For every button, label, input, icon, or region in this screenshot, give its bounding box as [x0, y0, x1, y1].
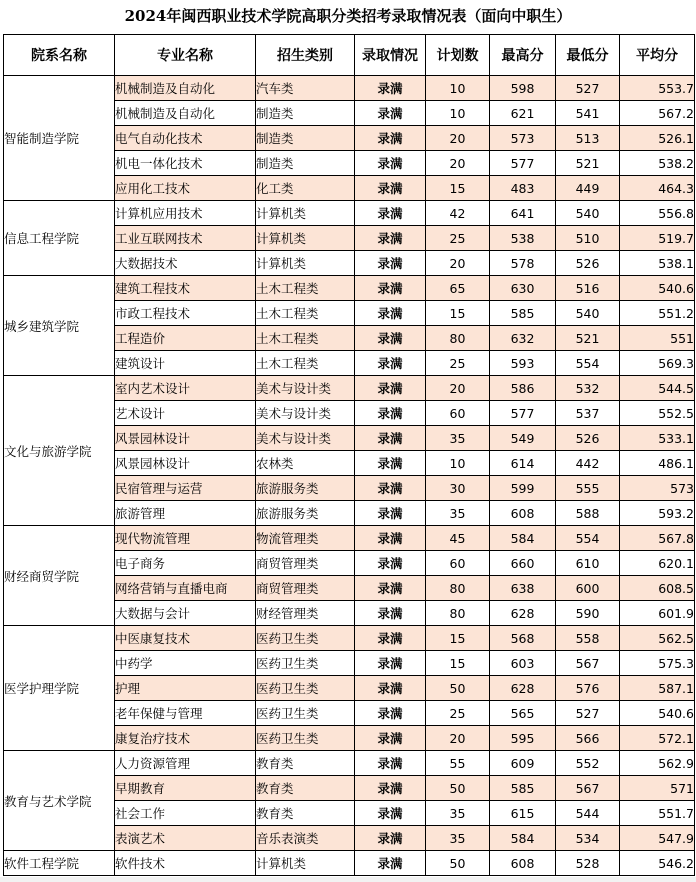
- min-score-cell: 566: [556, 726, 620, 751]
- avg-score-cell: 608.5: [620, 576, 695, 601]
- category-cell: 音乐表演类: [256, 826, 355, 851]
- max-score-cell: 609: [490, 751, 556, 776]
- avg-score-cell: 553.7: [620, 76, 695, 101]
- status-cell: 录满: [355, 501, 426, 526]
- max-score-cell: 608: [490, 501, 556, 526]
- plan-cell: 20: [426, 376, 490, 401]
- min-score-cell: 552: [556, 751, 620, 776]
- department-cell: 医学护理学院: [4, 626, 115, 751]
- max-score-cell: 593: [490, 351, 556, 376]
- max-score-cell: 621: [490, 101, 556, 126]
- category-cell: 农林类: [256, 451, 355, 476]
- department-cell: 软件工程学院: [4, 851, 115, 876]
- category-cell: 医药卫生类: [256, 726, 355, 751]
- avg-score-cell: 540.6: [620, 701, 695, 726]
- max-score-cell: 577: [490, 401, 556, 426]
- plan-cell: 42: [426, 201, 490, 226]
- max-score-cell: 565: [490, 701, 556, 726]
- plan-cell: 25: [426, 351, 490, 376]
- max-score-cell: 608: [490, 851, 556, 876]
- min-score-cell: 554: [556, 526, 620, 551]
- avg-score-cell: 538.1: [620, 251, 695, 276]
- category-cell: 旅游服务类: [256, 501, 355, 526]
- max-score-cell: 632: [490, 326, 556, 351]
- status-cell: 录满: [355, 826, 426, 851]
- table-row: [4, 201, 695, 226]
- category-cell: 商贸管理类: [256, 551, 355, 576]
- major-cell: 早期教育: [115, 776, 256, 801]
- min-score-cell: 537: [556, 401, 620, 426]
- status-cell: 录满: [355, 201, 426, 226]
- max-score-cell: 603: [490, 651, 556, 676]
- major-cell: 建筑设计: [115, 351, 256, 376]
- admission-table: [3, 34, 695, 876]
- avg-score-cell: 572.1: [620, 726, 695, 751]
- plan-cell: 25: [426, 701, 490, 726]
- category-cell: 计算机类: [256, 201, 355, 226]
- plan-cell: 35: [426, 801, 490, 826]
- status-cell: 录满: [355, 701, 426, 726]
- min-score-cell: 600: [556, 576, 620, 601]
- min-score-cell: 558: [556, 626, 620, 651]
- max-score-cell: 638: [490, 576, 556, 601]
- plan-cell: 65: [426, 276, 490, 301]
- category-cell: 医药卫生类: [256, 676, 355, 701]
- max-score-cell: 641: [490, 201, 556, 226]
- major-cell: 机械制造及自动化: [115, 101, 256, 126]
- plan-cell: 50: [426, 851, 490, 876]
- avg-score-cell: 551.2: [620, 301, 695, 326]
- header-major: 专业名称: [115, 35, 256, 76]
- avg-score-cell: 587.1: [620, 676, 695, 701]
- category-cell: 医药卫生类: [256, 651, 355, 676]
- category-cell: 医药卫生类: [256, 626, 355, 651]
- major-cell: 民宿管理与运营: [115, 476, 256, 501]
- category-cell: 美术与设计类: [256, 426, 355, 451]
- major-cell: 机电一体化技术: [115, 151, 256, 176]
- category-cell: 医药卫生类: [256, 701, 355, 726]
- status-cell: 录满: [355, 376, 426, 401]
- status-cell: 录满: [355, 601, 426, 626]
- avg-score-cell: 567.2: [620, 101, 695, 126]
- status-cell: 录满: [355, 751, 426, 776]
- major-cell: 风景园林设计: [115, 451, 256, 476]
- category-cell: 物流管理类: [256, 526, 355, 551]
- header-avg: 平均分: [620, 35, 695, 76]
- max-score-cell: 628: [490, 676, 556, 701]
- major-cell: 护理: [115, 676, 256, 701]
- category-cell: 计算机类: [256, 226, 355, 251]
- max-score-cell: 584: [490, 526, 556, 551]
- min-score-cell: 540: [556, 201, 620, 226]
- max-score-cell: 595: [490, 726, 556, 751]
- major-cell: 电子商务: [115, 551, 256, 576]
- min-score-cell: 567: [556, 651, 620, 676]
- avg-score-cell: 601.9: [620, 601, 695, 626]
- major-cell: 中药学: [115, 651, 256, 676]
- min-score-cell: 449: [556, 176, 620, 201]
- max-score-cell: 538: [490, 226, 556, 251]
- status-cell: 录满: [355, 126, 426, 151]
- status-cell: 录满: [355, 176, 426, 201]
- category-cell: 美术与设计类: [256, 401, 355, 426]
- status-cell: 录满: [355, 776, 426, 801]
- category-cell: 土木工程类: [256, 326, 355, 351]
- status-cell: 录满: [355, 401, 426, 426]
- max-score-cell: 614: [490, 451, 556, 476]
- status-cell: 录满: [355, 576, 426, 601]
- max-score-cell: 584: [490, 826, 556, 851]
- min-score-cell: 610: [556, 551, 620, 576]
- department-cell: 信息工程学院: [4, 201, 115, 276]
- min-score-cell: 567: [556, 776, 620, 801]
- avg-score-cell: 533.1: [620, 426, 695, 451]
- max-score-cell: 615: [490, 801, 556, 826]
- major-cell: 室内艺术设计: [115, 376, 256, 401]
- major-cell: 应用化工技术: [115, 176, 256, 201]
- department-cell: 城乡建筑学院: [4, 276, 115, 376]
- max-score-cell: 578: [490, 251, 556, 276]
- avg-score-cell: 562.5: [620, 626, 695, 651]
- header-max: 最高分: [490, 35, 556, 76]
- min-score-cell: 442: [556, 451, 620, 476]
- status-cell: 录满: [355, 151, 426, 176]
- header-category: 招生类别: [256, 35, 355, 76]
- max-score-cell: 598: [490, 76, 556, 101]
- plan-cell: 60: [426, 401, 490, 426]
- min-score-cell: 541: [556, 101, 620, 126]
- status-cell: 录满: [355, 451, 426, 476]
- avg-score-cell: 551: [620, 326, 695, 351]
- status-cell: 录满: [355, 626, 426, 651]
- max-score-cell: 599: [490, 476, 556, 501]
- major-cell: 大数据技术: [115, 251, 256, 276]
- plan-cell: 55: [426, 751, 490, 776]
- avg-score-cell: 569.3: [620, 351, 695, 376]
- major-cell: 工业互联网技术: [115, 226, 256, 251]
- plan-cell: 15: [426, 176, 490, 201]
- min-score-cell: 521: [556, 326, 620, 351]
- avg-score-cell: 464.3: [620, 176, 695, 201]
- avg-score-cell: 546.2: [620, 851, 695, 876]
- category-cell: 美术与设计类: [256, 376, 355, 401]
- header-department: 院系名称: [4, 35, 115, 76]
- avg-score-cell: 547.9: [620, 826, 695, 851]
- table-row: [4, 626, 695, 651]
- plan-cell: 80: [426, 601, 490, 626]
- avg-score-cell: 575.3: [620, 651, 695, 676]
- major-cell: 电气自动化技术: [115, 126, 256, 151]
- min-score-cell: 516: [556, 276, 620, 301]
- major-cell: 软件技术: [115, 851, 256, 876]
- max-score-cell: 483: [490, 176, 556, 201]
- major-cell: 中医康复技术: [115, 626, 256, 651]
- plan-cell: 10: [426, 451, 490, 476]
- status-cell: 录满: [355, 351, 426, 376]
- avg-score-cell: 556.8: [620, 201, 695, 226]
- max-score-cell: 568: [490, 626, 556, 651]
- category-cell: 土木工程类: [256, 351, 355, 376]
- category-cell: 汽车类: [256, 76, 355, 101]
- major-cell: 表演艺术: [115, 826, 256, 851]
- status-cell: 录满: [355, 426, 426, 451]
- plan-cell: 15: [426, 651, 490, 676]
- plan-cell: 20: [426, 251, 490, 276]
- table-body: [4, 76, 695, 876]
- avg-score-cell: 526.1: [620, 126, 695, 151]
- min-score-cell: 510: [556, 226, 620, 251]
- avg-score-cell: 538.2: [620, 151, 695, 176]
- table-row: [4, 751, 695, 776]
- plan-cell: 30: [426, 476, 490, 501]
- plan-cell: 25: [426, 226, 490, 251]
- min-score-cell: 588: [556, 501, 620, 526]
- category-cell: 教育类: [256, 751, 355, 776]
- category-cell: 商贸管理类: [256, 576, 355, 601]
- min-score-cell: 534: [556, 826, 620, 851]
- category-cell: 制造类: [256, 126, 355, 151]
- major-cell: 老年保健与管理: [115, 701, 256, 726]
- max-score-cell: 628: [490, 601, 556, 626]
- avg-score-cell: 562.9: [620, 751, 695, 776]
- plan-cell: 35: [426, 826, 490, 851]
- department-cell: 智能制造学院: [4, 76, 115, 201]
- min-score-cell: 576: [556, 676, 620, 701]
- department-cell: 文化与旅游学院: [4, 376, 115, 526]
- avg-score-cell: 486.1: [620, 451, 695, 476]
- major-cell: 计算机应用技术: [115, 201, 256, 226]
- min-score-cell: 528: [556, 851, 620, 876]
- category-cell: 制造类: [256, 151, 355, 176]
- plan-cell: 35: [426, 501, 490, 526]
- plan-cell: 15: [426, 301, 490, 326]
- status-cell: 录满: [355, 526, 426, 551]
- status-cell: 录满: [355, 226, 426, 251]
- plan-cell: 10: [426, 101, 490, 126]
- status-cell: 录满: [355, 676, 426, 701]
- status-cell: 录满: [355, 76, 426, 101]
- status-cell: 录满: [355, 326, 426, 351]
- major-cell: 网络营销与直播电商: [115, 576, 256, 601]
- sheet-bottom-strip: [0, 877, 696, 882]
- category-cell: 化工类: [256, 176, 355, 201]
- status-cell: 录满: [355, 251, 426, 276]
- avg-score-cell: 551.7: [620, 801, 695, 826]
- min-score-cell: 513: [556, 126, 620, 151]
- major-cell: 现代物流管理: [115, 526, 256, 551]
- max-score-cell: 660: [490, 551, 556, 576]
- plan-cell: 15: [426, 626, 490, 651]
- category-cell: 土木工程类: [256, 276, 355, 301]
- status-cell: 录满: [355, 651, 426, 676]
- header-plan: 计划数: [426, 35, 490, 76]
- max-score-cell: 585: [490, 776, 556, 801]
- min-score-cell: 540: [556, 301, 620, 326]
- plan-cell: 60: [426, 551, 490, 576]
- major-cell: 社会工作: [115, 801, 256, 826]
- plan-cell: 80: [426, 576, 490, 601]
- header-min: 最低分: [556, 35, 620, 76]
- category-cell: 教育类: [256, 801, 355, 826]
- avg-score-cell: 593.2: [620, 501, 695, 526]
- major-cell: 工程造价: [115, 326, 256, 351]
- status-cell: 录满: [355, 551, 426, 576]
- max-score-cell: 577: [490, 151, 556, 176]
- plan-cell: 50: [426, 776, 490, 801]
- max-score-cell: 573: [490, 126, 556, 151]
- major-cell: 艺术设计: [115, 401, 256, 426]
- min-score-cell: 590: [556, 601, 620, 626]
- status-cell: 录满: [355, 851, 426, 876]
- min-score-cell: 521: [556, 151, 620, 176]
- min-score-cell: 532: [556, 376, 620, 401]
- min-score-cell: 526: [556, 251, 620, 276]
- avg-score-cell: 620.1: [620, 551, 695, 576]
- avg-score-cell: 540.6: [620, 276, 695, 301]
- min-score-cell: 544: [556, 801, 620, 826]
- max-score-cell: 586: [490, 376, 556, 401]
- category-cell: 土木工程类: [256, 301, 355, 326]
- min-score-cell: 527: [556, 701, 620, 726]
- min-score-cell: 527: [556, 76, 620, 101]
- major-cell: 风景园林设计: [115, 426, 256, 451]
- plan-cell: 20: [426, 151, 490, 176]
- plan-cell: 10: [426, 76, 490, 101]
- table-row: [4, 526, 695, 551]
- table-row: [4, 851, 695, 876]
- plan-cell: 45: [426, 526, 490, 551]
- plan-cell: 20: [426, 726, 490, 751]
- category-cell: 制造类: [256, 101, 355, 126]
- status-cell: 录满: [355, 476, 426, 501]
- plan-cell: 35: [426, 426, 490, 451]
- major-cell: 康复治疗技术: [115, 726, 256, 751]
- category-cell: 计算机类: [256, 251, 355, 276]
- major-cell: 大数据与会计: [115, 601, 256, 626]
- header-status: 录取情况: [355, 35, 426, 76]
- plan-cell: 20: [426, 126, 490, 151]
- major-cell: 旅游管理: [115, 501, 256, 526]
- category-cell: 旅游服务类: [256, 476, 355, 501]
- status-cell: 录满: [355, 301, 426, 326]
- table-row: [4, 76, 695, 101]
- max-score-cell: 585: [490, 301, 556, 326]
- major-cell: 人力资源管理: [115, 751, 256, 776]
- min-score-cell: 555: [556, 476, 620, 501]
- status-cell: 录满: [355, 801, 426, 826]
- avg-score-cell: 552.5: [620, 401, 695, 426]
- header-row: [4, 35, 695, 76]
- min-score-cell: 554: [556, 351, 620, 376]
- status-cell: 录满: [355, 726, 426, 751]
- category-cell: 教育类: [256, 776, 355, 801]
- category-cell: 计算机类: [256, 851, 355, 876]
- plan-cell: 80: [426, 326, 490, 351]
- plan-cell: 50: [426, 676, 490, 701]
- min-score-cell: 526: [556, 426, 620, 451]
- avg-score-cell: 519.7: [620, 226, 695, 251]
- status-cell: 录满: [355, 276, 426, 301]
- max-score-cell: 549: [490, 426, 556, 451]
- department-cell: 教育与艺术学院: [4, 751, 115, 851]
- major-cell: 市政工程技术: [115, 301, 256, 326]
- page-title: 2024年闽西职业技术学院高职分类招考录取情况表（面向中职生）: [124, 7, 572, 25]
- avg-score-cell: 571: [620, 776, 695, 801]
- department-cell: 财经商贸学院: [4, 526, 115, 626]
- avg-score-cell: 567.8: [620, 526, 695, 551]
- category-cell: 财经管理类: [256, 601, 355, 626]
- table-row: [4, 276, 695, 301]
- major-cell: 机械制造及自动化: [115, 76, 256, 101]
- max-score-cell: 630: [490, 276, 556, 301]
- status-cell: 录满: [355, 101, 426, 126]
- major-cell: 建筑工程技术: [115, 276, 256, 301]
- table-row: [4, 376, 695, 401]
- avg-score-cell: 573: [620, 476, 695, 501]
- avg-score-cell: 544.5: [620, 376, 695, 401]
